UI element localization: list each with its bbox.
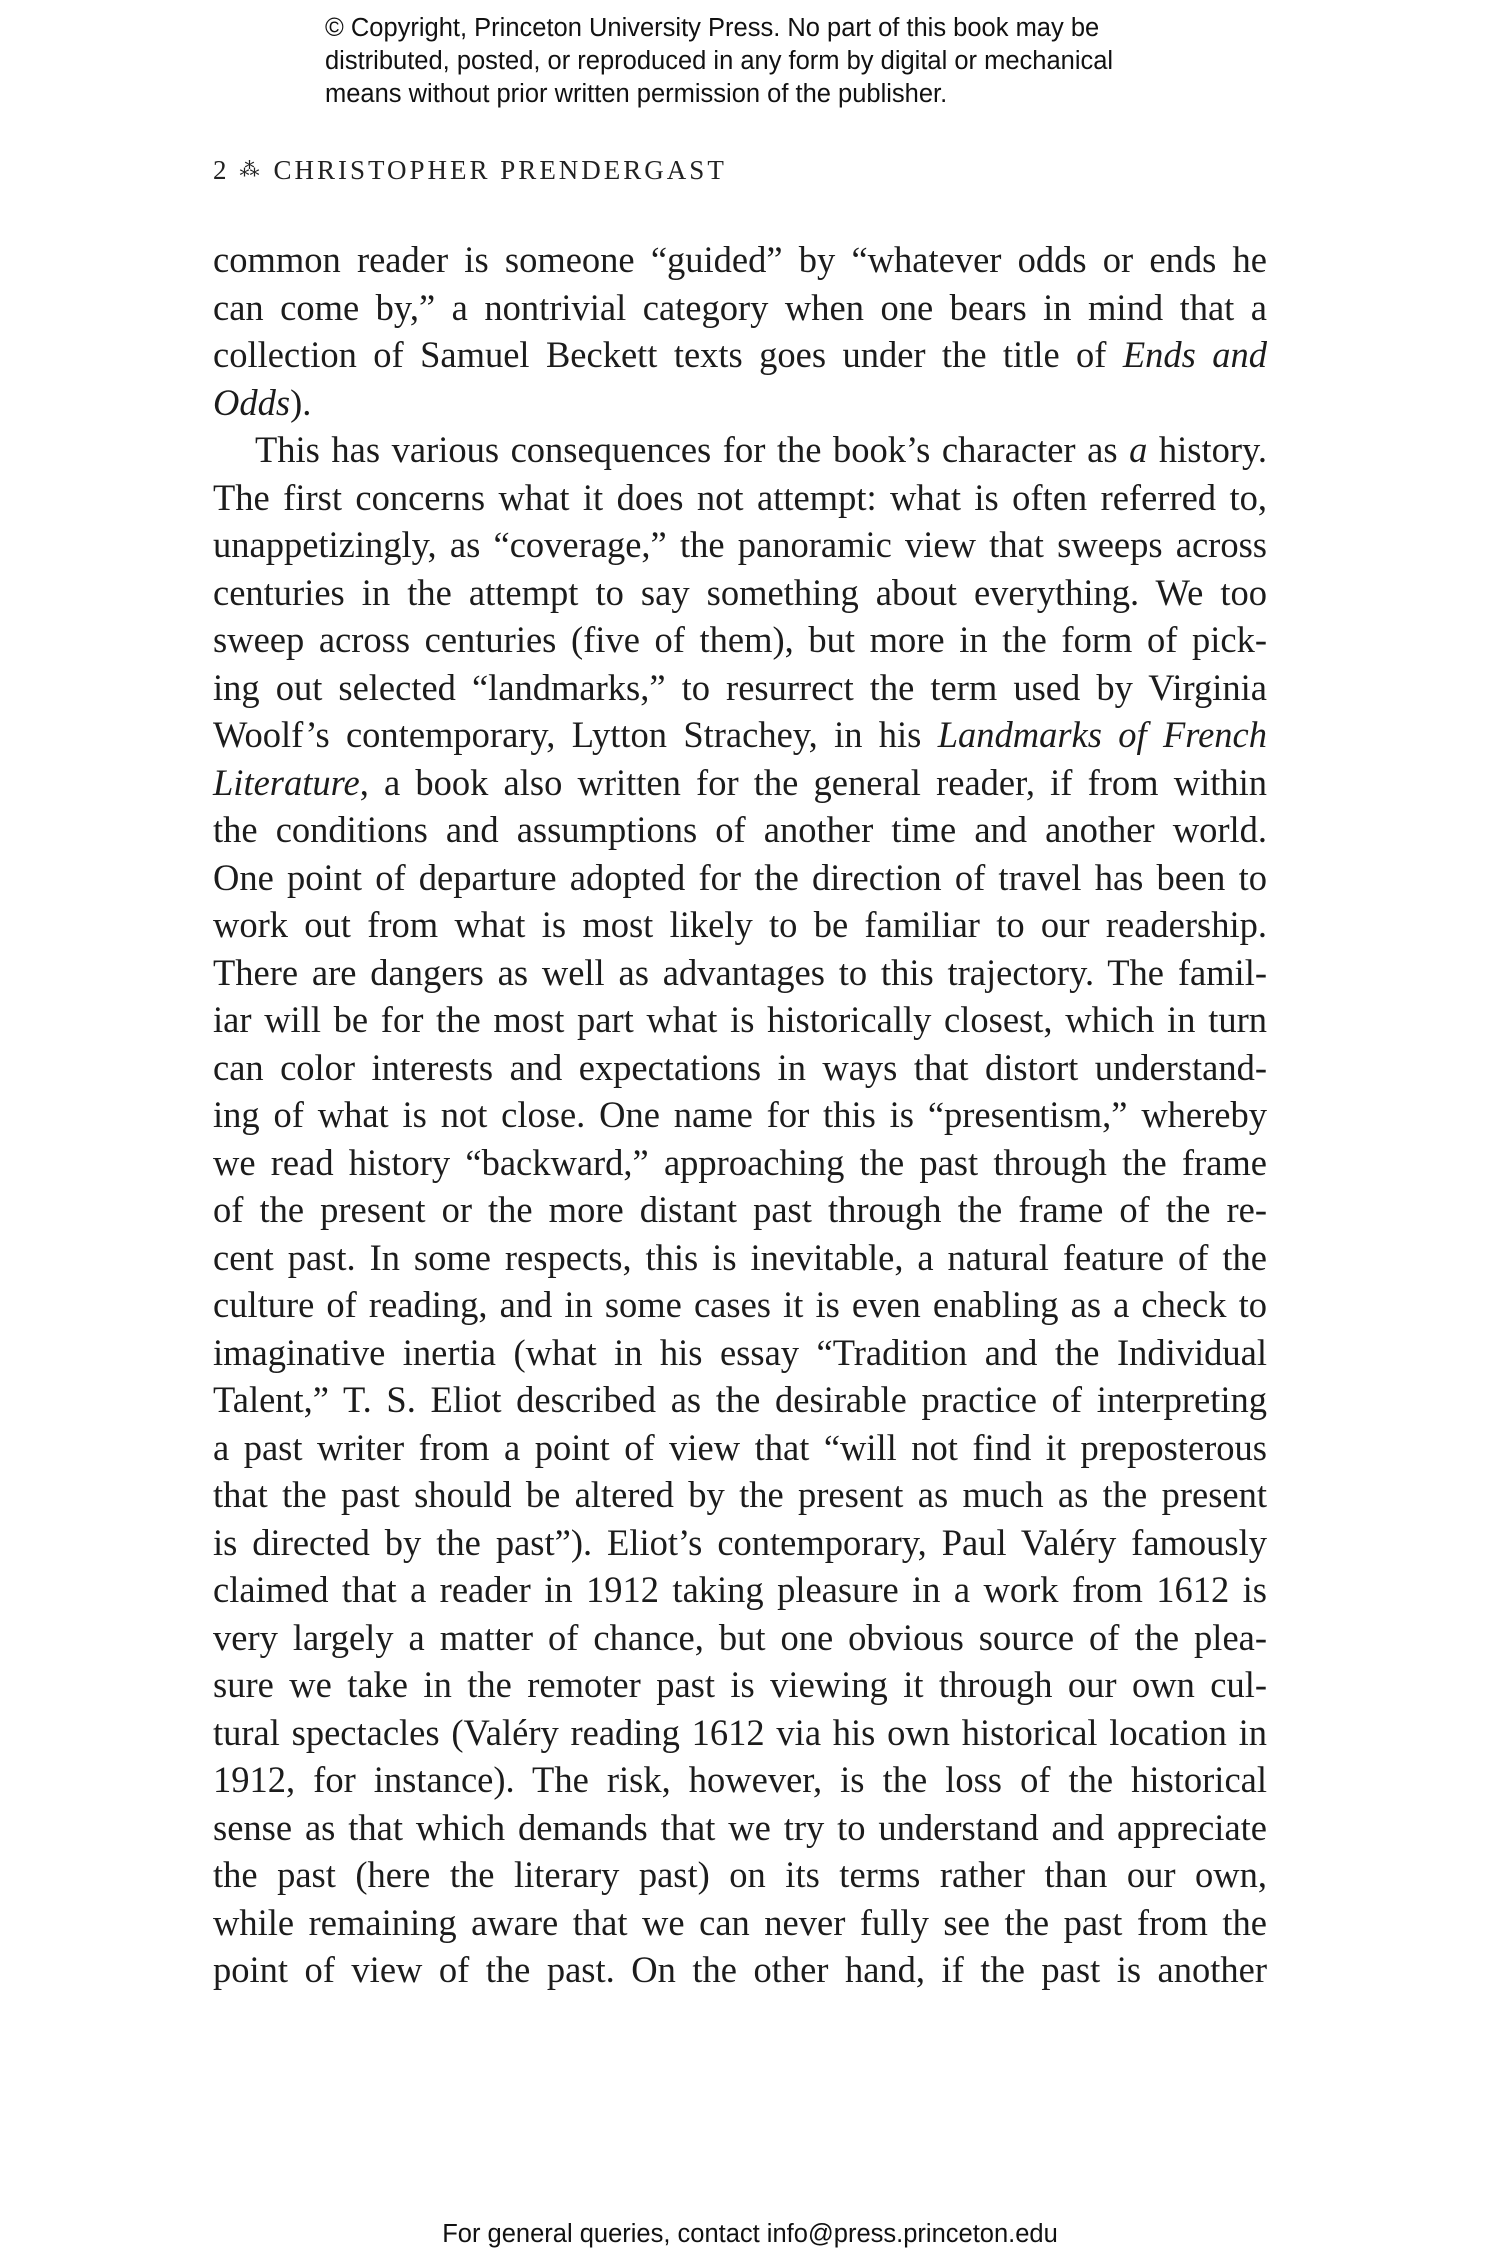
copyright-line: © Copyright, Princeton University Press. No part of this book may be bbox=[325, 14, 1100, 42]
text-line: can color interests and expectations in ways that distort understand- bbox=[213, 1046, 1267, 1088]
author-name: CHRISTOPHER PRENDERGAST bbox=[273, 155, 727, 185]
text-line: work out from what is most likely to be familiar to our readership. bbox=[213, 904, 1267, 945]
text-line: common reader is someone “guided” by “whatever odds or ends he bbox=[213, 239, 1267, 280]
copyright-notice bbox=[325, 12, 1225, 111]
text-line: sure we take in the remoter past is viewing it through our own cul- bbox=[213, 1664, 1267, 1705]
text-line: that the past should be altered by the present as much as the present bbox=[213, 1474, 1267, 1515]
text-line: the conditions and assumptions of another time and another world. bbox=[213, 809, 1267, 850]
italic-title: Landmarks of French bbox=[937, 714, 1267, 755]
paragraph-start: This has various consequences for the book’s character as a history. bbox=[255, 429, 1267, 470]
italic-title: Literature bbox=[213, 761, 360, 803]
asterism-ornament-icon: ⁂ bbox=[239, 159, 260, 181]
text-line: cent past. In some respects, this is inevitable, a natural feature of the bbox=[213, 1236, 1267, 1278]
text-line: imaginative inertia (what in his essay “Tradition and the Individual bbox=[213, 1331, 1267, 1373]
text-line: Talent,” T. S. Eliot described as the desirable practice of interpreting bbox=[213, 1379, 1267, 1420]
text-line: Odds). bbox=[213, 381, 312, 423]
text-line: Woolf’s contemporary, Lytton Strachey, in his Landmarks of French bbox=[213, 714, 1267, 755]
copyright-line: distributed, posted, or reproduced in any form by digital or mechanical bbox=[325, 47, 1114, 75]
italic-emphasis: a bbox=[1129, 429, 1148, 470]
text-line: can come by,” a nontrivial category when one bears in mind that a bbox=[213, 286, 1267, 328]
text-line: the past (here the literary past) on its terms rather than our own, bbox=[213, 1854, 1267, 1895]
text-line: The first concerns what it does not attempt: what is often referred to, bbox=[213, 476, 1267, 518]
text-line: ing of what is not close. One name for this is “presentism,” whereby bbox=[213, 1094, 1267, 1135]
text-line: culture of reading, and in some cases it is even enabling as a check to bbox=[213, 1284, 1267, 1325]
text-line: tural spectacles (Valéry reading 1612 via his own historical location in bbox=[213, 1711, 1267, 1753]
text-line: iar will be for the most part what is historically closest, which in turn bbox=[213, 999, 1267, 1040]
text-line: collection of Samuel Beckett texts goes under the title of Ends and bbox=[213, 334, 1267, 375]
running-head bbox=[213, 155, 727, 186]
text-line: 1912, for instance). The risk, however, is the loss of the historical bbox=[213, 1759, 1267, 1800]
text-line: sweep across centuries (five of them), but more in the form of pick- bbox=[213, 619, 1267, 660]
text-line: ing out selected “landmarks,” to resurrect the term used by Virginia bbox=[213, 666, 1267, 708]
text-line: while remaining aware that we can never fully see the past from the bbox=[213, 1901, 1267, 1943]
text-line: claimed that a reader in 1912 taking pleasure in a work from 1612 is bbox=[213, 1569, 1267, 1610]
text-line: One point of departure adopted for the direction of travel has been to bbox=[213, 856, 1267, 898]
body-text bbox=[213, 236, 1267, 1994]
text-line: a past writer from a point of view that “will not find it preposterous bbox=[213, 1426, 1267, 1468]
text-line: There are dangers as well as advantages to this trajectory. The famil- bbox=[213, 951, 1267, 993]
italic-title: Ends and bbox=[1122, 334, 1267, 375]
text-line: unappetizingly, as “coverage,” the panoramic view that sweeps across bbox=[213, 524, 1267, 565]
text-line: is directed by the past”). Eliot’s contemporary, Paul Valéry famously bbox=[213, 1521, 1267, 1563]
page-number: 2 bbox=[213, 155, 230, 185]
copyright-line: means without prior written permission of the publisher. bbox=[325, 80, 948, 108]
text-line: Literature, a book also written for the general reader, if from within bbox=[213, 761, 1267, 803]
text-line: point of view of the past. On the other hand, if the past is another bbox=[213, 1949, 1267, 1990]
text-line: we read history “backward,” approaching the past through the frame bbox=[213, 1141, 1267, 1183]
text-line: very largely a matter of chance, but one obvious source of the plea- bbox=[213, 1616, 1267, 1658]
text-line: sense as that which demands that we try to understand and appreciate bbox=[213, 1806, 1267, 1848]
footer-contact: For general queries, contact info@press.princeton.edu bbox=[442, 2220, 1058, 2248]
text-line: of the present or the more distant past through the frame of the re- bbox=[213, 1189, 1267, 1230]
italic-title: Odds bbox=[213, 381, 291, 423]
text-line: centuries in the attempt to say something about everything. We too bbox=[213, 571, 1267, 613]
